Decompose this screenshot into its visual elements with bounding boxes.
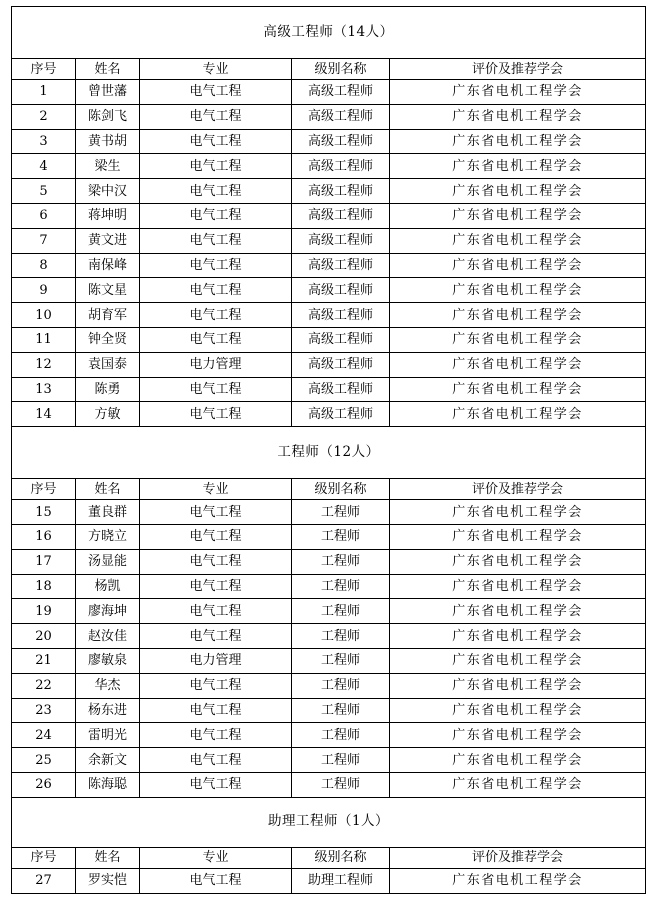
cell-seq: 4 bbox=[12, 154, 76, 179]
cell-seq: 12 bbox=[12, 352, 76, 377]
cell-name: 赵汝佳 bbox=[76, 624, 140, 649]
cell-name: 罗实恺 bbox=[76, 868, 140, 893]
table-row bbox=[12, 748, 646, 773]
cell-org: 广东省电机工程学会 bbox=[390, 154, 646, 179]
section-title-row bbox=[12, 797, 646, 847]
header-seq: 序号 bbox=[12, 847, 76, 868]
cell-level: 高级工程师 bbox=[292, 327, 390, 352]
cell-level: 高级工程师 bbox=[292, 228, 390, 253]
cell-name: 董良群 bbox=[76, 500, 140, 525]
column-header-row bbox=[12, 847, 646, 868]
engineer-list-table bbox=[11, 6, 646, 894]
cell-major: 电气工程 bbox=[140, 327, 292, 352]
table-row bbox=[12, 129, 646, 154]
cell-major: 电气工程 bbox=[140, 203, 292, 228]
cell-seq: 19 bbox=[12, 599, 76, 624]
cell-major: 电气工程 bbox=[140, 278, 292, 303]
cell-name: 方敏 bbox=[76, 402, 140, 427]
cell-org: 广东省电机工程学会 bbox=[390, 723, 646, 748]
table-row bbox=[12, 352, 646, 377]
cell-major: 电气工程 bbox=[140, 253, 292, 278]
table-row bbox=[12, 599, 646, 624]
cell-level: 高级工程师 bbox=[292, 253, 390, 278]
cell-level: 工程师 bbox=[292, 698, 390, 723]
header-seq: 序号 bbox=[12, 59, 76, 80]
cell-level: 工程师 bbox=[292, 549, 390, 574]
cell-name: 钟全贤 bbox=[76, 327, 140, 352]
table-row bbox=[12, 574, 646, 599]
column-header-row bbox=[12, 59, 646, 80]
cell-name: 袁国泰 bbox=[76, 352, 140, 377]
cell-major: 电气工程 bbox=[140, 772, 292, 797]
cell-major: 电气工程 bbox=[140, 524, 292, 549]
cell-org: 广东省电机工程学会 bbox=[390, 377, 646, 402]
cell-org: 广东省电机工程学会 bbox=[390, 352, 646, 377]
cell-name: 华杰 bbox=[76, 673, 140, 698]
cell-name: 胡育军 bbox=[76, 303, 140, 328]
cell-major: 电气工程 bbox=[140, 723, 292, 748]
cell-major: 电力管理 bbox=[140, 648, 292, 673]
header-level: 级别名称 bbox=[292, 59, 390, 80]
table-row bbox=[12, 648, 646, 673]
cell-major: 电气工程 bbox=[140, 549, 292, 574]
cell-major: 电气工程 bbox=[140, 104, 292, 129]
cell-level: 高级工程师 bbox=[292, 129, 390, 154]
cell-org: 广东省电机工程学会 bbox=[390, 402, 646, 427]
cell-org: 广东省电机工程学会 bbox=[390, 203, 646, 228]
section-title: 高级工程师（14人） bbox=[12, 7, 646, 59]
cell-major: 电气工程 bbox=[140, 868, 292, 893]
cell-org: 广东省电机工程学会 bbox=[390, 698, 646, 723]
cell-level: 高级工程师 bbox=[292, 104, 390, 129]
cell-seq: 26 bbox=[12, 772, 76, 797]
header-name: 姓名 bbox=[76, 59, 140, 80]
table-row bbox=[12, 402, 646, 427]
cell-org: 广东省电机工程学会 bbox=[390, 772, 646, 797]
table-row bbox=[12, 104, 646, 129]
header-org: 评价及推荐学会 bbox=[390, 59, 646, 80]
cell-major: 电气工程 bbox=[140, 129, 292, 154]
cell-seq: 24 bbox=[12, 723, 76, 748]
table-row bbox=[12, 80, 646, 105]
cell-org: 广东省电机工程学会 bbox=[390, 129, 646, 154]
section-title-row bbox=[12, 7, 646, 59]
cell-level: 高级工程师 bbox=[292, 303, 390, 328]
cell-org: 广东省电机工程学会 bbox=[390, 228, 646, 253]
cell-level: 高级工程师 bbox=[292, 377, 390, 402]
cell-level: 工程师 bbox=[292, 648, 390, 673]
cell-org: 广东省电机工程学会 bbox=[390, 624, 646, 649]
cell-name: 杨凯 bbox=[76, 574, 140, 599]
table-row bbox=[12, 673, 646, 698]
table-row bbox=[12, 228, 646, 253]
cell-name: 陈海聪 bbox=[76, 772, 140, 797]
table-row bbox=[12, 549, 646, 574]
cell-name: 余新文 bbox=[76, 748, 140, 773]
cell-major: 电气工程 bbox=[140, 228, 292, 253]
header-seq: 序号 bbox=[12, 479, 76, 500]
table-row bbox=[12, 253, 646, 278]
cell-org: 广东省电机工程学会 bbox=[390, 648, 646, 673]
cell-seq: 13 bbox=[12, 377, 76, 402]
header-name: 姓名 bbox=[76, 479, 140, 500]
section-title: 助理工程师（1人） bbox=[12, 797, 646, 847]
cell-org: 广东省电机工程学会 bbox=[390, 748, 646, 773]
cell-major: 电气工程 bbox=[140, 179, 292, 204]
cell-name: 方晓立 bbox=[76, 524, 140, 549]
cell-seq: 8 bbox=[12, 253, 76, 278]
cell-org: 广东省电机工程学会 bbox=[390, 303, 646, 328]
cell-org: 广东省电机工程学会 bbox=[390, 868, 646, 893]
section-title-row bbox=[12, 427, 646, 479]
cell-major: 电气工程 bbox=[140, 698, 292, 723]
cell-level: 高级工程师 bbox=[292, 402, 390, 427]
cell-major: 电气工程 bbox=[140, 80, 292, 105]
table-row bbox=[12, 772, 646, 797]
cell-major: 电气工程 bbox=[140, 500, 292, 525]
header-level: 级别名称 bbox=[292, 847, 390, 868]
cell-major: 电气工程 bbox=[140, 599, 292, 624]
cell-major: 电气工程 bbox=[140, 154, 292, 179]
cell-org: 广东省电机工程学会 bbox=[390, 549, 646, 574]
cell-seq: 20 bbox=[12, 624, 76, 649]
cell-seq: 22 bbox=[12, 673, 76, 698]
cell-level: 工程师 bbox=[292, 673, 390, 698]
cell-name: 陈勇 bbox=[76, 377, 140, 402]
cell-name: 黄书胡 bbox=[76, 129, 140, 154]
cell-seq: 6 bbox=[12, 203, 76, 228]
cell-seq: 14 bbox=[12, 402, 76, 427]
table-row bbox=[12, 723, 646, 748]
table-row bbox=[12, 278, 646, 303]
cell-org: 广东省电机工程学会 bbox=[390, 253, 646, 278]
table-row bbox=[12, 303, 646, 328]
cell-seq: 2 bbox=[12, 104, 76, 129]
cell-org: 广东省电机工程学会 bbox=[390, 80, 646, 105]
cell-major: 电气工程 bbox=[140, 748, 292, 773]
cell-level: 工程师 bbox=[292, 624, 390, 649]
cell-org: 广东省电机工程学会 bbox=[390, 179, 646, 204]
cell-level: 工程师 bbox=[292, 772, 390, 797]
cell-name: 廖海坤 bbox=[76, 599, 140, 624]
header-major: 专业 bbox=[140, 59, 292, 80]
table-row bbox=[12, 179, 646, 204]
cell-seq: 21 bbox=[12, 648, 76, 673]
table-row bbox=[12, 377, 646, 402]
section-title: 工程师（12人） bbox=[12, 427, 646, 479]
table-row bbox=[12, 154, 646, 179]
cell-org: 广东省电机工程学会 bbox=[390, 278, 646, 303]
cell-name: 陈剑飞 bbox=[76, 104, 140, 129]
table-row bbox=[12, 698, 646, 723]
cell-name: 汤显能 bbox=[76, 549, 140, 574]
cell-seq: 17 bbox=[12, 549, 76, 574]
header-org: 评价及推荐学会 bbox=[390, 847, 646, 868]
cell-major: 电力管理 bbox=[140, 352, 292, 377]
cell-level: 高级工程师 bbox=[292, 352, 390, 377]
cell-org: 广东省电机工程学会 bbox=[390, 673, 646, 698]
cell-seq: 11 bbox=[12, 327, 76, 352]
header-name: 姓名 bbox=[76, 847, 140, 868]
cell-name: 曾世藩 bbox=[76, 80, 140, 105]
header-org: 评价及推荐学会 bbox=[390, 479, 646, 500]
cell-major: 电气工程 bbox=[140, 377, 292, 402]
cell-major: 电气工程 bbox=[140, 574, 292, 599]
cell-level: 工程师 bbox=[292, 723, 390, 748]
column-header-row bbox=[12, 479, 646, 500]
cell-level: 高级工程师 bbox=[292, 179, 390, 204]
table-row bbox=[12, 868, 646, 893]
cell-seq: 27 bbox=[12, 868, 76, 893]
cell-seq: 16 bbox=[12, 524, 76, 549]
header-major: 专业 bbox=[140, 479, 292, 500]
cell-org: 广东省电机工程学会 bbox=[390, 574, 646, 599]
cell-seq: 15 bbox=[12, 500, 76, 525]
cell-level: 工程师 bbox=[292, 574, 390, 599]
cell-level: 高级工程师 bbox=[292, 203, 390, 228]
table-row bbox=[12, 624, 646, 649]
cell-seq: 9 bbox=[12, 278, 76, 303]
cell-name: 杨东进 bbox=[76, 698, 140, 723]
cell-org: 广东省电机工程学会 bbox=[390, 524, 646, 549]
cell-major: 电气工程 bbox=[140, 673, 292, 698]
cell-name: 梁中汉 bbox=[76, 179, 140, 204]
cell-level: 工程师 bbox=[292, 748, 390, 773]
cell-level: 助理工程师 bbox=[292, 868, 390, 893]
cell-major: 电气工程 bbox=[140, 402, 292, 427]
cell-name: 雷明光 bbox=[76, 723, 140, 748]
cell-seq: 7 bbox=[12, 228, 76, 253]
table-row bbox=[12, 524, 646, 549]
cell-seq: 25 bbox=[12, 748, 76, 773]
cell-name: 蒋坤明 bbox=[76, 203, 140, 228]
cell-name: 梁生 bbox=[76, 154, 140, 179]
cell-name: 南保峰 bbox=[76, 253, 140, 278]
document-page bbox=[11, 6, 645, 894]
header-level: 级别名称 bbox=[292, 479, 390, 500]
cell-level: 高级工程师 bbox=[292, 154, 390, 179]
cell-seq: 10 bbox=[12, 303, 76, 328]
cell-name: 陈文星 bbox=[76, 278, 140, 303]
cell-seq: 1 bbox=[12, 80, 76, 105]
header-major: 专业 bbox=[140, 847, 292, 868]
table-row bbox=[12, 203, 646, 228]
cell-major: 电气工程 bbox=[140, 624, 292, 649]
cell-name: 廖敏泉 bbox=[76, 648, 140, 673]
cell-level: 工程师 bbox=[292, 599, 390, 624]
cell-level: 高级工程师 bbox=[292, 278, 390, 303]
cell-level: 工程师 bbox=[292, 500, 390, 525]
cell-level: 高级工程师 bbox=[292, 80, 390, 105]
cell-seq: 18 bbox=[12, 574, 76, 599]
cell-org: 广东省电机工程学会 bbox=[390, 599, 646, 624]
cell-seq: 5 bbox=[12, 179, 76, 204]
cell-seq: 23 bbox=[12, 698, 76, 723]
cell-org: 广东省电机工程学会 bbox=[390, 327, 646, 352]
cell-seq: 3 bbox=[12, 129, 76, 154]
cell-name: 黄文进 bbox=[76, 228, 140, 253]
cell-org: 广东省电机工程学会 bbox=[390, 104, 646, 129]
cell-major: 电气工程 bbox=[140, 303, 292, 328]
table-row bbox=[12, 327, 646, 352]
cell-org: 广东省电机工程学会 bbox=[390, 500, 646, 525]
cell-level: 工程师 bbox=[292, 524, 390, 549]
table-row bbox=[12, 500, 646, 525]
